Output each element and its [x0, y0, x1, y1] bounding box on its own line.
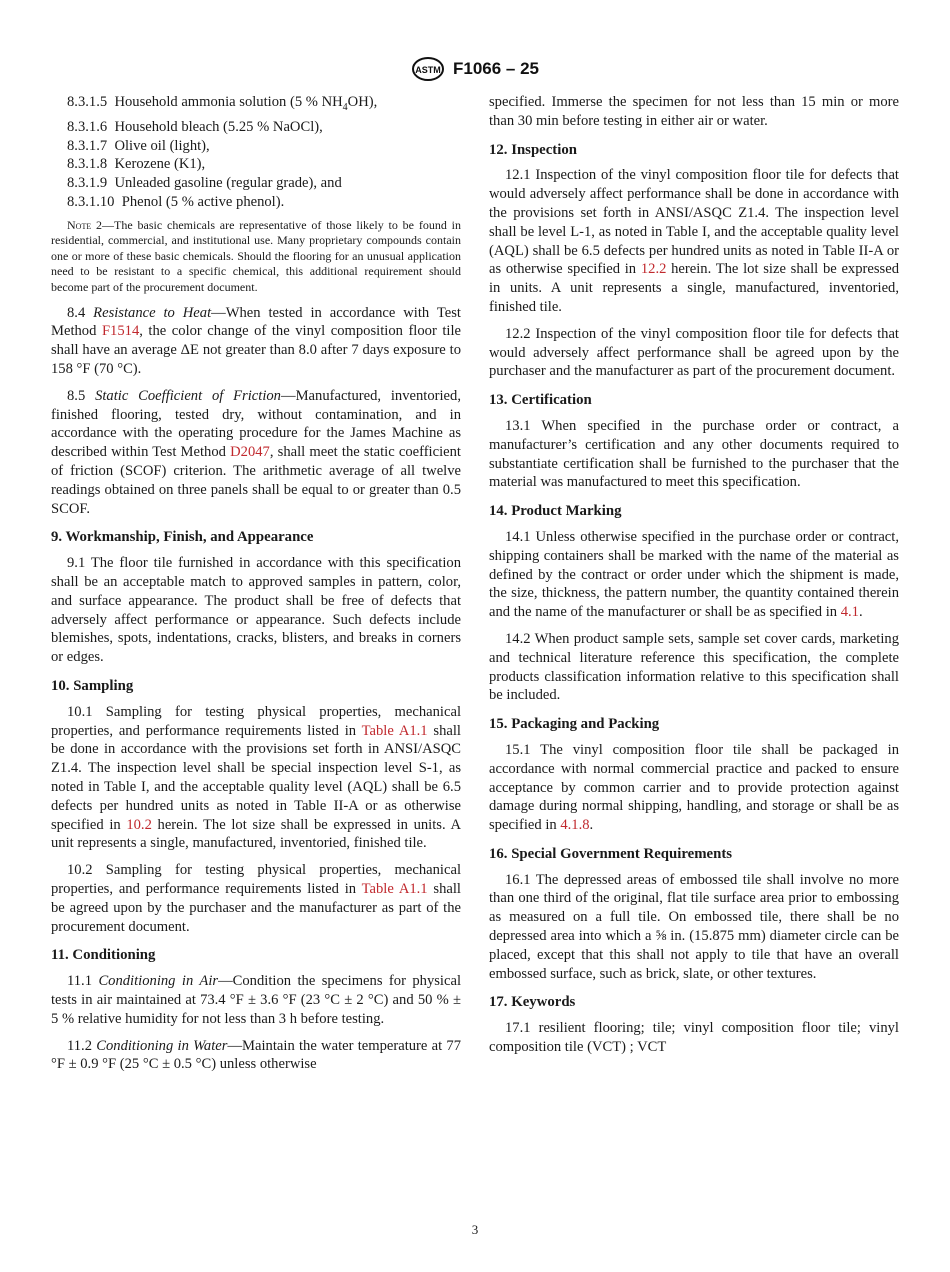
section-10-heading: 10. Sampling: [51, 678, 134, 694]
section-12-heading: 12. Inspection: [489, 141, 577, 158]
link-d2047[interactable]: D2047: [230, 444, 270, 461]
page-header: [0, 56, 950, 87]
section-17-heading: 17. Keywords: [489, 994, 576, 1011]
section-15-heading: 15. Packaging and Packing: [489, 716, 660, 733]
link-12-2[interactable]: 12.2: [640, 261, 667, 278]
section-14-heading: 14. Product Marking: [489, 503, 622, 520]
link-4-1-8[interactable]: 4.1.8: [560, 817, 590, 834]
paragraph-13-1: 13.1 When specified in the purchase order or contract, a manufacturer’s certification and any other documents required to substantiate certification shall be furnished to the purchaser that the material was manufactured to meet this specification.: [489, 417, 899, 491]
paragraph-11-2-continued: specified. Immerse the specimen for not less than 15 min or more than 30 min before testing in either air or water.: [489, 94, 899, 129]
list-item: 8.3.1.9 Unleaded gasoline (regular grade), and: [67, 175, 342, 192]
paragraph-10-2: 10.2 Sampling for testing physical properties, mechanical properties, and performance requirements listed in Table A1.1 shall be agreed upon by the purchaser and the manufacturer as part of the procurement document.: [51, 862, 461, 935]
section-13-heading: 13. Certification: [489, 392, 592, 409]
paragraph-12-2: 12.2 Inspection of the vinyl composition floor tile for defects that would adversely affect performance shall be agreed upon by the purchaser and the manufacturer as part of the procurement document.: [489, 325, 899, 380]
section-9-heading: 9. Workmanship, Finish, and Appearance: [51, 529, 314, 546]
link-10-2[interactable]: 10.2: [126, 816, 152, 833]
list-item: 8.3.1.10 Phenol (5 % active phenol).: [67, 193, 285, 210]
list-item: 8.3.1.7 Olive oil (light),: [67, 137, 210, 154]
right-column: [489, 93, 899, 1065]
paragraph-17-1: 17.1 resilient flooring; tile; vinyl composition floor tile; vinyl composition tile (VCT) ; VCT: [489, 1020, 899, 1056]
astm-logo-icon: [411, 56, 445, 82]
paragraph-8-4: 8.4 Resistance to Heat—When tested in accordance with Test Method F1514, the color change of the vinyl composition floor tile shall have an average ΔE not greater than 8.0 after 7 days exposure to 158 °F (70 °C).: [51, 304, 461, 378]
section-16-heading: 16. Special Government Requirements: [489, 845, 733, 862]
note-2: Note 2—The basic chemicals are representative of those likely to be found in residential, commercial, and institutional use. Many proprietary compounds contain one or more of these basic chemicals. Should the flooring for an unusual application need to be resistant to a specific chemical, this additional requirement should become part of the procurement document.: [51, 217, 461, 295]
link-f1514[interactable]: F1514: [101, 323, 140, 340]
paragraph-10-1: 10.1 Sampling for testing physical properties, mechanical properties, and performance requirements listed in Table A1.1 shall be done in accordance with the provisions set forth in ANSI/ASQC Z1.4. The inspection level shall be special inspection level S-1, as noted in Table I, and the acceptable quality level (AQL) shall be 6.5 defects per hundred units as noted in Table II-A or as otherwise specified in 10.2 herein. The lot size shall be expressed in units. A unit represents a single, manufactured, inventoried, finished tile.: [51, 703, 461, 852]
paragraph-16-1: 16.1 The depressed areas of embossed tile shall involve no more than one third of the original, flat tile surface area prior to embossing as measured on a full tile. On embossed tile, there shall be no depressed area into which a ⅝ in. (15.875 mm) diameter circle can be placed, except that this shall not apply to tile that have an overall embossed surface, such as brick, slate, or other textures.: [489, 871, 899, 982]
section-11-heading: 11. Conditioning: [51, 947, 156, 964]
paragraph-12-1: 12.1 Inspection of the vinyl composition floor tile for defects that would adversely affect performance shall be done in accordance with the provisions set forth in ANSI/ASQC Z1.4. The inspection level shall be level L-1, as noted in Table I, and the acceptable quality level (AQL) shall be 6.5 defects per hundred units as noted in Table II-A or as otherwise specified in 12.2 herein. The lot size shall be expressed in units. A unit represents a single, manufactured, inventoried, finished tile.: [489, 167, 899, 315]
document-id: F1066 – 25: [452, 59, 539, 78]
list-item: 8.3.1.5 Household ammonia solution (5 % $NH_4OH$),: [67, 94, 378, 113]
paragraph-11-1: 11.1 Conditioning in Air—Condition the specimens for physical tests in air maintained at 73.4 °F ± 3.6 °F (23 °C ± 2 °C) and 50 % ± 5 % relative humidity for not less than 3 h before testing.: [51, 973, 462, 1027]
link-table-a1-1[interactable]: Table A1.1: [361, 722, 428, 739]
page-number: 3: [471, 1222, 479, 1237]
paragraph-15-1: 15.1 The vinyl composition floor tile shall be packaged in accordance with normal commercial practice and packed to ensure acceptance by common carrier and to provide protection against damage during normal shipping, handling, and storage or shall be as specified in 4.1.8.: [489, 741, 899, 834]
list-item: 8.3.1.6 Household bleach (5.25 % NaOCl),: [67, 118, 323, 135]
paragraph-14-2: 14.2 When product sample sets, sample set cover cards, marketing and technical literature reference this specification, the complete products classification information relative to this specification shall be included.: [489, 630, 899, 704]
paragraph-11-2: 11.2 Conditioning in Water—Maintain the water temperature at 77 °F ± 0.9 °F (25 °C ± 0.5 °C) unless otherwise: [51, 1037, 461, 1073]
link-4-1[interactable]: 4.1: [840, 604, 859, 621]
paragraph-9-1: 9.1 The floor tile furnished in accordance with this specification shall be an acceptable match to approved samples in pattern, color, and surface appearance. The product shall be free of defects that adversely affect performance or appearance. Such defects include blemishes, spots, indentations, cracks, blisters, and breaks in corners or edges.: [51, 555, 461, 666]
left-column: [51, 93, 461, 1082]
paragraph-8-5: 8.5 Static Coefficient of Friction—Manufactured, inventoried, finished flooring, tested dry, without contamination, and in accordance with the operating procedure for the James Machine as described within Test Method D2047, shall meet the static coefficient of friction (SCOF) criterion. The arithmetic average of all twelve readings obtained on three panels shall be equal to or greater than 0.5 SCOF.: [51, 387, 461, 517]
link-table-a1-1[interactable]: Table A1.1: [361, 880, 428, 897]
svg-text:ASTM: ASTM: [415, 65, 441, 75]
paragraph-14-1: 14.1 Unless otherwise specified in the purchase order or contract, shipping containers shall be marked with the name of the material as defined by the contract or order under which the shipment is made, the size, thickness, the pattern number, the quantity contained therein and the name of the manufacturer or shall be as specified in 4.1.: [489, 528, 899, 621]
list-item: 8.3.1.8 Kerozene (K1),: [67, 156, 206, 173]
